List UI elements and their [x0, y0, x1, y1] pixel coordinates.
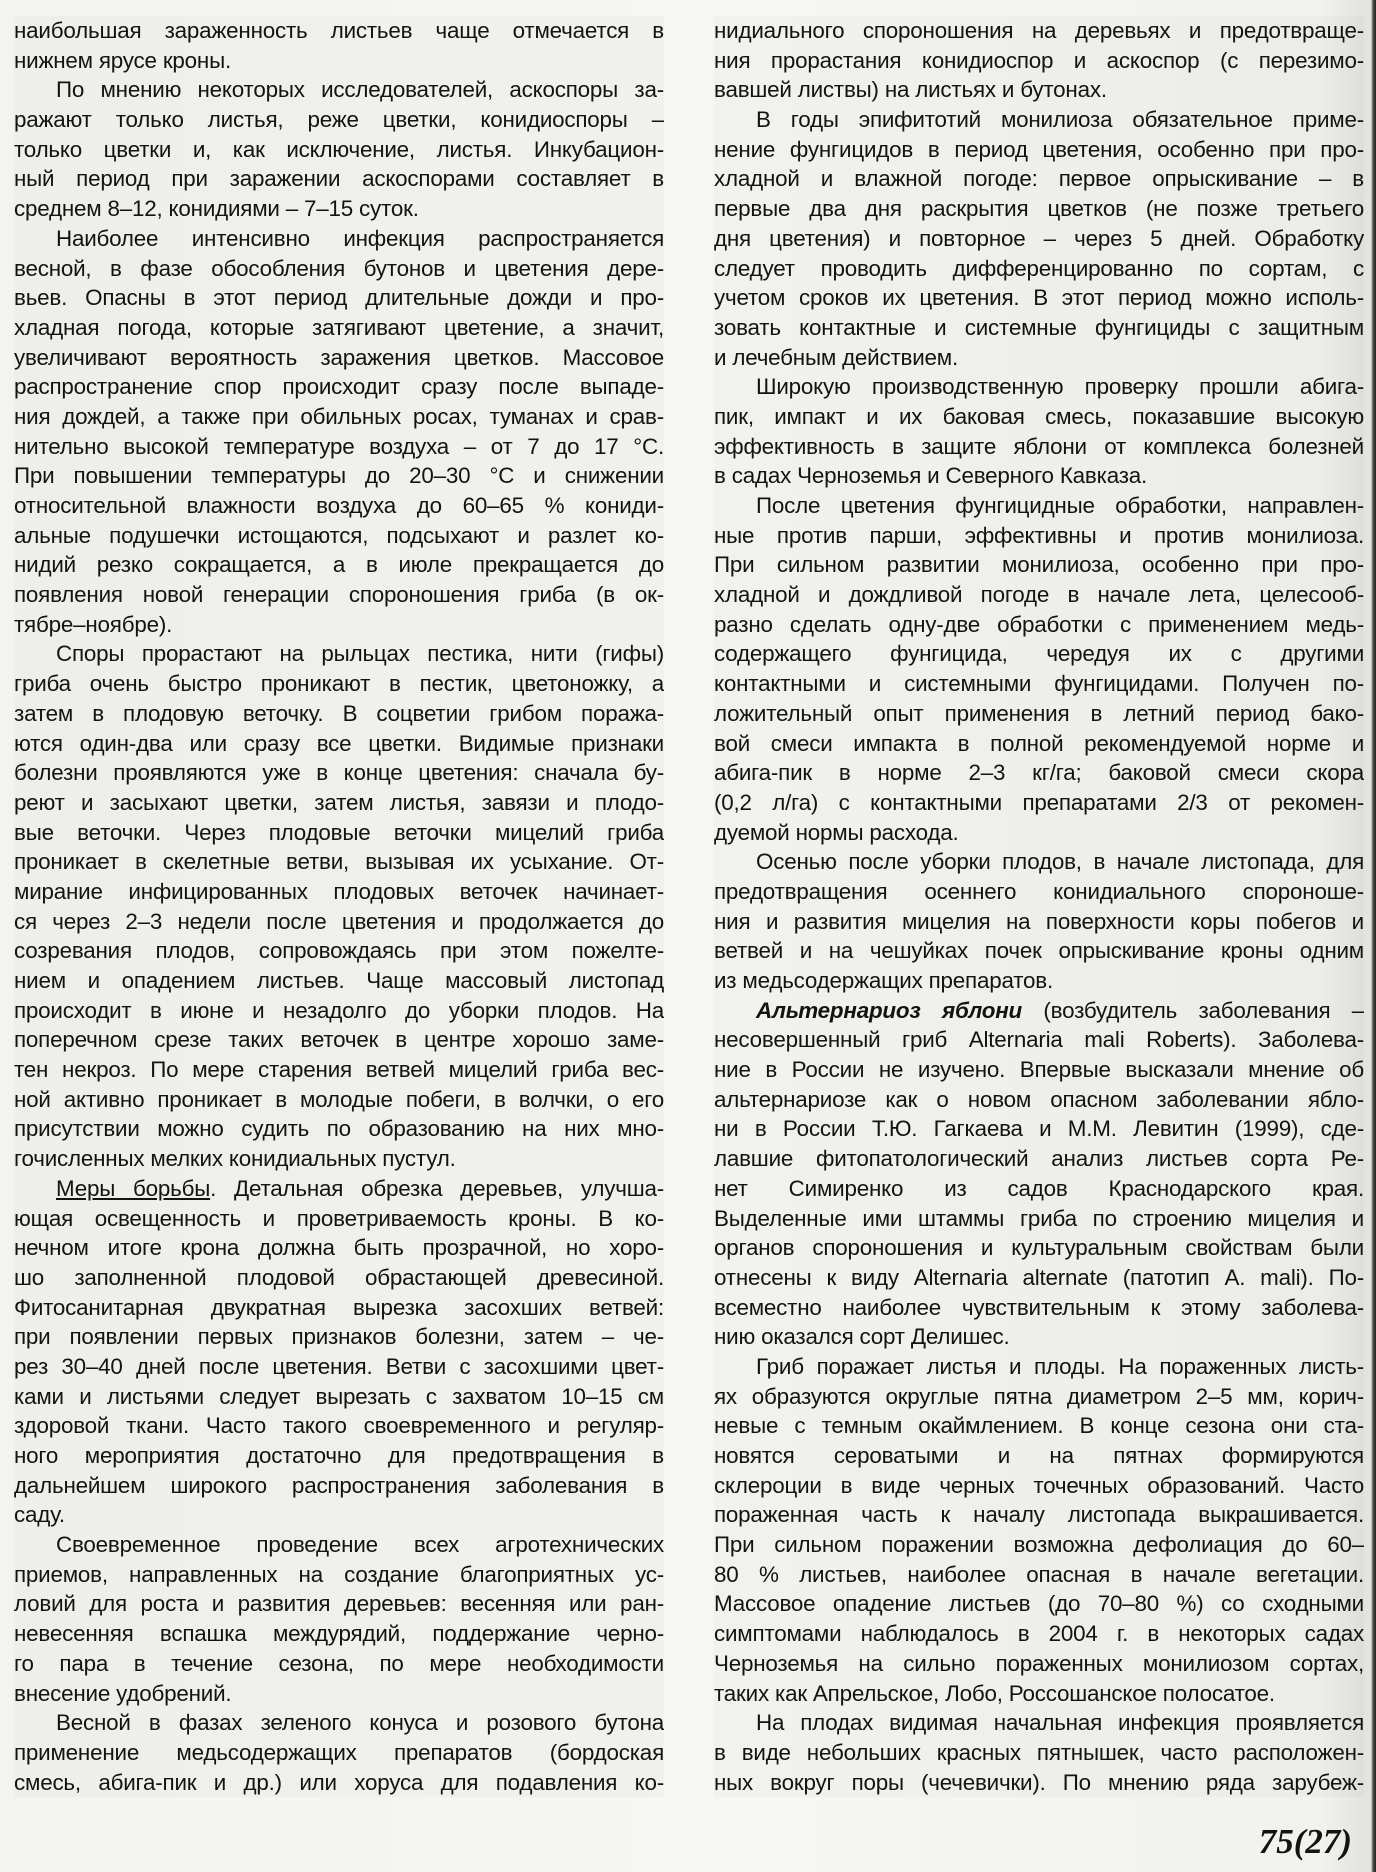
- text-run: нидиального спороношения на деревьях и предотвраще-: [714, 18, 1364, 43]
- text-run: ные против парши, эффективны и против монилиоза.: [714, 522, 1364, 548]
- text-run: шо заполненной плодовой обрастающей древесиной.: [14, 1264, 664, 1290]
- text-run: нечном итоге крона должна быть прозрачной, но хоро-: [14, 1235, 664, 1261]
- text-run: хладная погода, которые затягивают цветение, а значит,: [14, 314, 664, 340]
- text-line: [714, 16, 1364, 46]
- text-line: [14, 788, 664, 818]
- text-line: [714, 343, 1364, 373]
- text-run: Наиболее интенсивно инфекция распространяется: [56, 225, 664, 251]
- text-line: [714, 1352, 1364, 1382]
- text-line: [14, 1679, 664, 1709]
- text-run: Черноземья на сильно пораженных монилиозом сортах,: [714, 1650, 1364, 1676]
- text-line: [14, 402, 664, 432]
- text-run: нидий резко сокращается, а в июле прекращается до: [14, 552, 664, 578]
- text-line: [14, 1085, 664, 1115]
- text-run: вьев. Опасны в этот период длительные дожди и про-: [14, 285, 664, 311]
- text-line: [714, 610, 1364, 640]
- text-run: (0,2 л/га) с контактными препаратами 2/3 от рекомен-: [714, 789, 1364, 815]
- text-run: Широкую производственную проверку прошли абига-: [756, 374, 1364, 400]
- text-run: ловий для роста и развития деревьев: весенняя или ран-: [14, 1591, 664, 1617]
- text-line: [714, 1293, 1364, 1323]
- text-line: [714, 491, 1364, 521]
- text-line: [14, 936, 664, 966]
- text-line: [14, 1619, 664, 1649]
- text-line: [714, 669, 1364, 699]
- text-run: Осенью после уборки плодов, в начале листопада, для: [756, 849, 1364, 875]
- text-run: ных вокруг поры (чечевички). По мнению ряда зарубеж-: [714, 1769, 1364, 1795]
- text-run: всеместно наиболее чувствительным к этому заболева-: [714, 1294, 1364, 1320]
- text-run: дальнейшем широкого распространения заболевания в: [14, 1472, 664, 1498]
- text-line: [714, 1144, 1364, 1174]
- text-line: [14, 521, 664, 551]
- text-line: [714, 699, 1364, 729]
- text-run: относительной влажности воздуха до 60–65 % кониди-: [14, 493, 664, 518]
- text-run: ях образуются округлые пятна диаметром 2–5 мм, корич-: [714, 1383, 1364, 1409]
- text-line: [714, 105, 1364, 135]
- text-line: [714, 313, 1364, 343]
- text-line: [714, 1471, 1364, 1501]
- text-run: следует проводить дифференцированно по сортам, с: [714, 255, 1364, 281]
- text-run: Фитосанитарная двукратная вырезка засохших ветвей:: [14, 1294, 664, 1320]
- text-run: После цветения фунгицидные обработки, направлен-: [756, 493, 1364, 518]
- text-run: приемов, направленных на создание благоприятных ус-: [14, 1561, 664, 1587]
- text-run: На плодах видимая начальная инфекция проявляется: [756, 1710, 1364, 1736]
- text-run: вые веточки. Через плодовые веточки мицелий гриба: [14, 819, 664, 845]
- text-run: симптомами наблюдалось в 2004 г. в некоторых садах: [714, 1621, 1364, 1647]
- text-run: ный период при заражении аскоспорами составляет в: [14, 166, 664, 192]
- text-line: [714, 1025, 1364, 1055]
- text-line: [714, 1441, 1364, 1471]
- text-line: [14, 1589, 664, 1619]
- text-line: [14, 966, 664, 996]
- text-line: [14, 1441, 664, 1471]
- text-run: альные подушечки истощаются, подсыхают и разлет ко-: [14, 522, 664, 548]
- text-run: мирание инфицированных плодовых веточек начинает-: [14, 878, 664, 904]
- text-run: гриба очень быстро проникают в пестик, цветоножку, а: [14, 671, 664, 697]
- text-line: [714, 580, 1364, 610]
- text-run: увеличивают вероятность заражения цветков. Массовое: [14, 344, 664, 370]
- text-run: При сильном поражении возможна дефолиация до 60–: [714, 1532, 1364, 1558]
- text-line: [714, 936, 1364, 966]
- text-run: реют и засыхают цветки, затем листья, завязи и плодо-: [14, 789, 664, 815]
- text-run: внесение удобрений.: [14, 1680, 232, 1706]
- text-run: саду.: [14, 1502, 65, 1528]
- text-line: [714, 521, 1364, 551]
- text-line: [14, 1025, 664, 1055]
- text-line: [14, 699, 664, 729]
- text-line: [14, 1144, 664, 1174]
- text-line: [714, 402, 1364, 432]
- text-line: [14, 610, 664, 640]
- text-run: Своевременное проведение всех агротехнических: [56, 1532, 664, 1558]
- text-run: хладной и влажной погоде: первое опрыскивание – в: [714, 166, 1364, 192]
- right-text-column: [714, 16, 1364, 1797]
- text-line: [714, 1619, 1364, 1649]
- text-run: применение медьсодержащих препаратов (бордоская: [14, 1739, 664, 1765]
- text-line: [14, 1530, 664, 1560]
- text-line: [14, 758, 664, 788]
- text-line: [14, 1322, 664, 1352]
- text-run: нием и опадением листьев. Чаще массовый листопад: [14, 968, 664, 993]
- text-run: проникает в скелетные ветви, вызывая их усыхание. От-: [14, 849, 664, 875]
- text-run: гочисленных мелких конидиальных пустул.: [14, 1146, 456, 1172]
- text-run: ной активно проникает в молодые побеги, в волчки, о его: [14, 1086, 664, 1112]
- text-line: [714, 1055, 1364, 1085]
- text-run: В годы эпифитотий монилиоза обязательное приме-: [756, 107, 1364, 133]
- text-line: [14, 1114, 664, 1144]
- text-line: [714, 639, 1364, 669]
- text-line: [14, 491, 664, 521]
- text-line: [714, 194, 1364, 224]
- text-run: весной, в фазе обособления бутонов и цветения дере-: [14, 255, 664, 281]
- text-run: новятся сероватыми и на пятнах формируются: [714, 1443, 1364, 1468]
- text-line: [14, 75, 664, 105]
- text-run: из медьсодержащих препаратов.: [714, 968, 1054, 993]
- text-run: ния дождей, а также при обильных росах, туманах и срав-: [14, 403, 664, 429]
- text-line: [714, 1204, 1364, 1234]
- text-run: пораженная часть к началу листопада выкрашивается.: [714, 1502, 1364, 1528]
- text-line: [14, 1411, 664, 1441]
- underlined-lead: Меры борьбы: [56, 1175, 211, 1201]
- text-line: [14, 996, 664, 1026]
- text-run: затем в плодовую веточку. В соцветии грибом поража-: [14, 700, 664, 726]
- text-line: [714, 1411, 1364, 1441]
- text-run: рез 30–40 дней после цветения. Ветви с засохшими цвет-: [14, 1353, 664, 1379]
- text-line: [14, 907, 664, 937]
- text-run: нительно высокой температуре воздуха – от 7 до 17 °С.: [14, 433, 664, 459]
- text-run: ния прорастания конидиоспор и аскоспор (с перезимо-: [714, 47, 1364, 73]
- text-line: [14, 1768, 664, 1798]
- text-line: [14, 283, 664, 313]
- text-run: невесенняя вспашка междурядий, поддержание черно-: [14, 1621, 664, 1647]
- text-run: По мнению некоторых исследователей, аскоспоры за-: [56, 77, 664, 103]
- text-line: [714, 164, 1364, 194]
- text-line: [714, 1263, 1364, 1293]
- text-line: [14, 1233, 664, 1263]
- text-line: [714, 1233, 1364, 1263]
- text-line: [14, 224, 664, 254]
- text-line: [14, 135, 664, 165]
- text-run: абига-пик в норме 2–3 кг/га; баковой смеси скора: [714, 760, 1364, 786]
- text-line: [714, 1649, 1364, 1679]
- text-line: [714, 461, 1364, 491]
- text-run: 80 % листьев, наиболее опасная в начале вегетации.: [714, 1561, 1364, 1587]
- text-run: контактными и системными фунгицидами. Получен по-: [714, 671, 1364, 697]
- text-line: [14, 1204, 664, 1234]
- text-run: таких как Апрельское, Лобо, Россошанское полосатое.: [714, 1680, 1275, 1706]
- text-run: Весной в фазах зеленого конуса и розового бутона: [56, 1710, 664, 1736]
- text-run: ложительный опыт применения в летний период бако-: [714, 700, 1364, 726]
- text-line: [14, 313, 664, 343]
- text-line: [14, 372, 664, 402]
- text-run: нию оказался сорт Делишес.: [714, 1324, 1010, 1350]
- text-run: учетом сроков их цветения. В этот период можно исполь-: [714, 285, 1364, 311]
- text-run: распространение спор происходит сразу после выпаде-: [14, 374, 664, 400]
- text-line: [14, 1174, 664, 1204]
- text-line: [714, 1382, 1364, 1412]
- text-line: [14, 105, 664, 135]
- text-run: тен некроз. По мере старения ветвей мицелий гриба вес-: [14, 1057, 664, 1083]
- text-line: [14, 1352, 664, 1382]
- text-run: (возбудитель заболевания –: [1022, 997, 1364, 1023]
- text-run: при появлении первых признаков болезни, затем – че-: [14, 1324, 664, 1350]
- text-run: склероции в виде черных точечных образований. Часто: [714, 1472, 1364, 1498]
- text-run: здоровой ткани. Часто такого своевременного и регуляр-: [14, 1413, 664, 1439]
- text-line: [714, 254, 1364, 284]
- text-run: нижнем ярусе кроны.: [14, 47, 232, 73]
- text-line: [714, 1530, 1364, 1560]
- text-line: [14, 254, 664, 284]
- bold-italic-lead: Альтернариоз яблони: [756, 997, 1023, 1023]
- text-run: Выделенные ими штаммы гриба по строению мицелия и: [714, 1205, 1364, 1231]
- text-run: органов спороношения и культуральным свойствам были: [714, 1235, 1364, 1261]
- text-run: в садах Черноземья и Северного Кавказа.: [714, 463, 1148, 489]
- text-run: ются один-два или сразу все цветки. Видимые признаки: [14, 730, 664, 756]
- text-run: первые два дня раскрытия цветков (не позже третьего: [714, 196, 1364, 222]
- text-line: [14, 1382, 664, 1412]
- text-line: [14, 1708, 664, 1738]
- text-line: [714, 283, 1364, 313]
- text-run: ветвей и на чешуйках почек опрыскивание кроны одним: [714, 938, 1364, 964]
- text-line: [714, 1322, 1364, 1352]
- text-run: и лечебным действием.: [714, 344, 959, 370]
- text-run: поперечном срезе таких веточек в центре хорошо заме-: [14, 1027, 664, 1053]
- text-run: дня цветения) и повторное – через 5 дней. Обработку: [714, 225, 1364, 251]
- text-run: эффективность в защите яблони от комплекса болезней: [714, 433, 1364, 459]
- text-run: только цветки и, как исключение, листья. Инкубацион-: [14, 136, 664, 162]
- text-line: [714, 550, 1364, 580]
- text-run: При повышении температуры до 20–30 °С и снижении: [14, 463, 664, 489]
- text-run: го пара в течение сезона, по мере необходимости: [14, 1650, 664, 1676]
- text-line: [14, 818, 664, 848]
- text-line: [14, 669, 664, 699]
- text-line: [14, 1560, 664, 1590]
- text-line: [714, 758, 1364, 788]
- text-run: альтернариозе как о новом опасном заболевании ябло-: [714, 1086, 1364, 1112]
- text-line: [14, 16, 664, 46]
- text-run: появления новой генерации спороношения гриба (в ок-: [14, 582, 664, 608]
- text-run: вой смеси импакта в полной рекомендуемой норме и: [714, 730, 1364, 756]
- text-line: [14, 639, 664, 669]
- text-line: [14, 343, 664, 373]
- text-run: ющая освещенность и проветриваемость кроны. В ко-: [14, 1205, 664, 1231]
- text-line: [714, 432, 1364, 462]
- text-line: [714, 1589, 1364, 1619]
- text-run: предотвращения осеннего конидиального спороноше-: [714, 878, 1364, 904]
- text-line: [14, 1263, 664, 1293]
- text-line: [14, 1649, 664, 1679]
- text-run: ни в России Т.Ю. Гагкаева и М.М. Левитин (1999), сде-: [714, 1116, 1364, 1142]
- text-line: [714, 788, 1364, 818]
- text-line: [714, 135, 1364, 165]
- text-run: ния и развития мицелия на поверхности коры побегов и: [714, 908, 1364, 934]
- text-line: [714, 729, 1364, 759]
- text-line: [14, 194, 664, 224]
- text-run: вавшей листвы) на листьях и бутонах.: [714, 77, 1107, 103]
- text-run: присутствии можно судить по образованию на них мно-: [14, 1116, 664, 1142]
- text-line: [14, 550, 664, 580]
- text-run: . Детальная обрезка деревьев, улучша-: [210, 1175, 664, 1201]
- text-run: ние в России не изучено. Впервые высказали мнение об: [714, 1057, 1364, 1083]
- text-line: [714, 1500, 1364, 1530]
- text-run: пик, импакт и их баковая смесь, показавшие высокую: [714, 403, 1364, 429]
- text-run: тябре–ноябре).: [14, 611, 173, 637]
- text-run: болезни проявляются уже в конце цветения: сначала бу-: [14, 760, 664, 786]
- left-text-column: [14, 16, 664, 1797]
- text-run: невые с темным окаймлением. В конце сезона они ста-: [714, 1413, 1364, 1439]
- text-line: [714, 1174, 1364, 1204]
- text-run: в виде небольших красных пятнышек, часто расположен-: [714, 1739, 1364, 1765]
- text-run: ного мероприятия достаточно для предотвращения в: [14, 1443, 664, 1468]
- text-line: [714, 966, 1364, 996]
- text-line: [14, 1500, 664, 1530]
- text-line: [714, 224, 1364, 254]
- text-run: Массовое опадение листьев (до 70–80 %) со сходными: [714, 1591, 1364, 1617]
- text-line: [14, 877, 664, 907]
- text-run: созревания плодов, сопровождаясь при этом пожелте-: [14, 938, 664, 964]
- text-line: [14, 432, 664, 462]
- text-line: [714, 847, 1364, 877]
- text-line: [714, 1708, 1364, 1738]
- text-line: [14, 729, 664, 759]
- text-run: наибольшая зараженность листьев чаще отмечается в: [14, 18, 664, 43]
- text-line: [14, 1293, 664, 1323]
- text-run: отнесены к виду Alternaria alternate (патотип A. mali). По-: [714, 1264, 1364, 1290]
- text-run: несовершенный гриб Alternaria mali Roberts). Заболева-: [714, 1027, 1364, 1053]
- text-run: среднем 8–12, конидиями – 7–15 суток.: [14, 196, 419, 222]
- text-run: хладной и дождливой погоде в начале лета, целесооб-: [714, 582, 1364, 608]
- text-run: содержащего фунгицида, чередуя их с другими: [714, 641, 1364, 667]
- text-line: [714, 818, 1364, 848]
- text-line: [714, 996, 1364, 1026]
- text-line: [14, 847, 664, 877]
- text-run: Гриб поражает листья и плоды. На пораженных листь-: [756, 1353, 1364, 1379]
- text-line: [714, 907, 1364, 937]
- text-line: [714, 75, 1364, 105]
- text-run: Споры прорастают на рыльцах пестика, нити (гифы): [56, 641, 664, 667]
- text-line: [714, 46, 1364, 76]
- text-run: лавшие фитопатологический анализ листьев сорта Ре-: [714, 1146, 1364, 1172]
- page-edge-shadow: [1371, 0, 1376, 1872]
- text-run: происходит в июне и незадолго до уборки плодов. На: [14, 997, 664, 1023]
- page-number: 75(27): [1258, 1822, 1352, 1861]
- text-run: зовать контактные и системные фунгициды с защитным: [714, 314, 1364, 340]
- text-run: ся через 2–3 недели после цветения и продолжается до: [14, 908, 664, 934]
- text-line: [14, 46, 664, 76]
- text-run: ражают только листья, реже цветки, конидиоспоры –: [14, 107, 664, 133]
- text-line: [14, 1738, 664, 1768]
- text-line: [14, 461, 664, 491]
- text-run: ками и листьями следует вырезать с захватом 10–15 см: [14, 1383, 664, 1409]
- text-run: разно сделать одну-две обработки с применением медь-: [714, 611, 1364, 637]
- text-line: [714, 1768, 1364, 1798]
- text-line: [14, 1471, 664, 1501]
- text-line: [714, 1738, 1364, 1768]
- text-line: [14, 164, 664, 194]
- text-line: [714, 1679, 1364, 1709]
- text-line: [714, 1114, 1364, 1144]
- text-line: [14, 580, 664, 610]
- text-run: смесь, абига-пик и др.) или хоруса для подавления ко-: [14, 1769, 664, 1795]
- text-line: [714, 877, 1364, 907]
- text-line: [714, 1085, 1364, 1115]
- text-line: [14, 1055, 664, 1085]
- text-line: [714, 1560, 1364, 1590]
- text-run: При сильном развитии монилиоза, особенно при про-: [714, 552, 1364, 578]
- text-line: [714, 372, 1364, 402]
- text-run: нение фунгицидов в период цветения, особенно при про-: [714, 136, 1364, 162]
- text-run: дуемой нормы расхода.: [714, 819, 959, 845]
- text-run: нет Симиренко из садов Краснодарского края.: [714, 1175, 1364, 1201]
